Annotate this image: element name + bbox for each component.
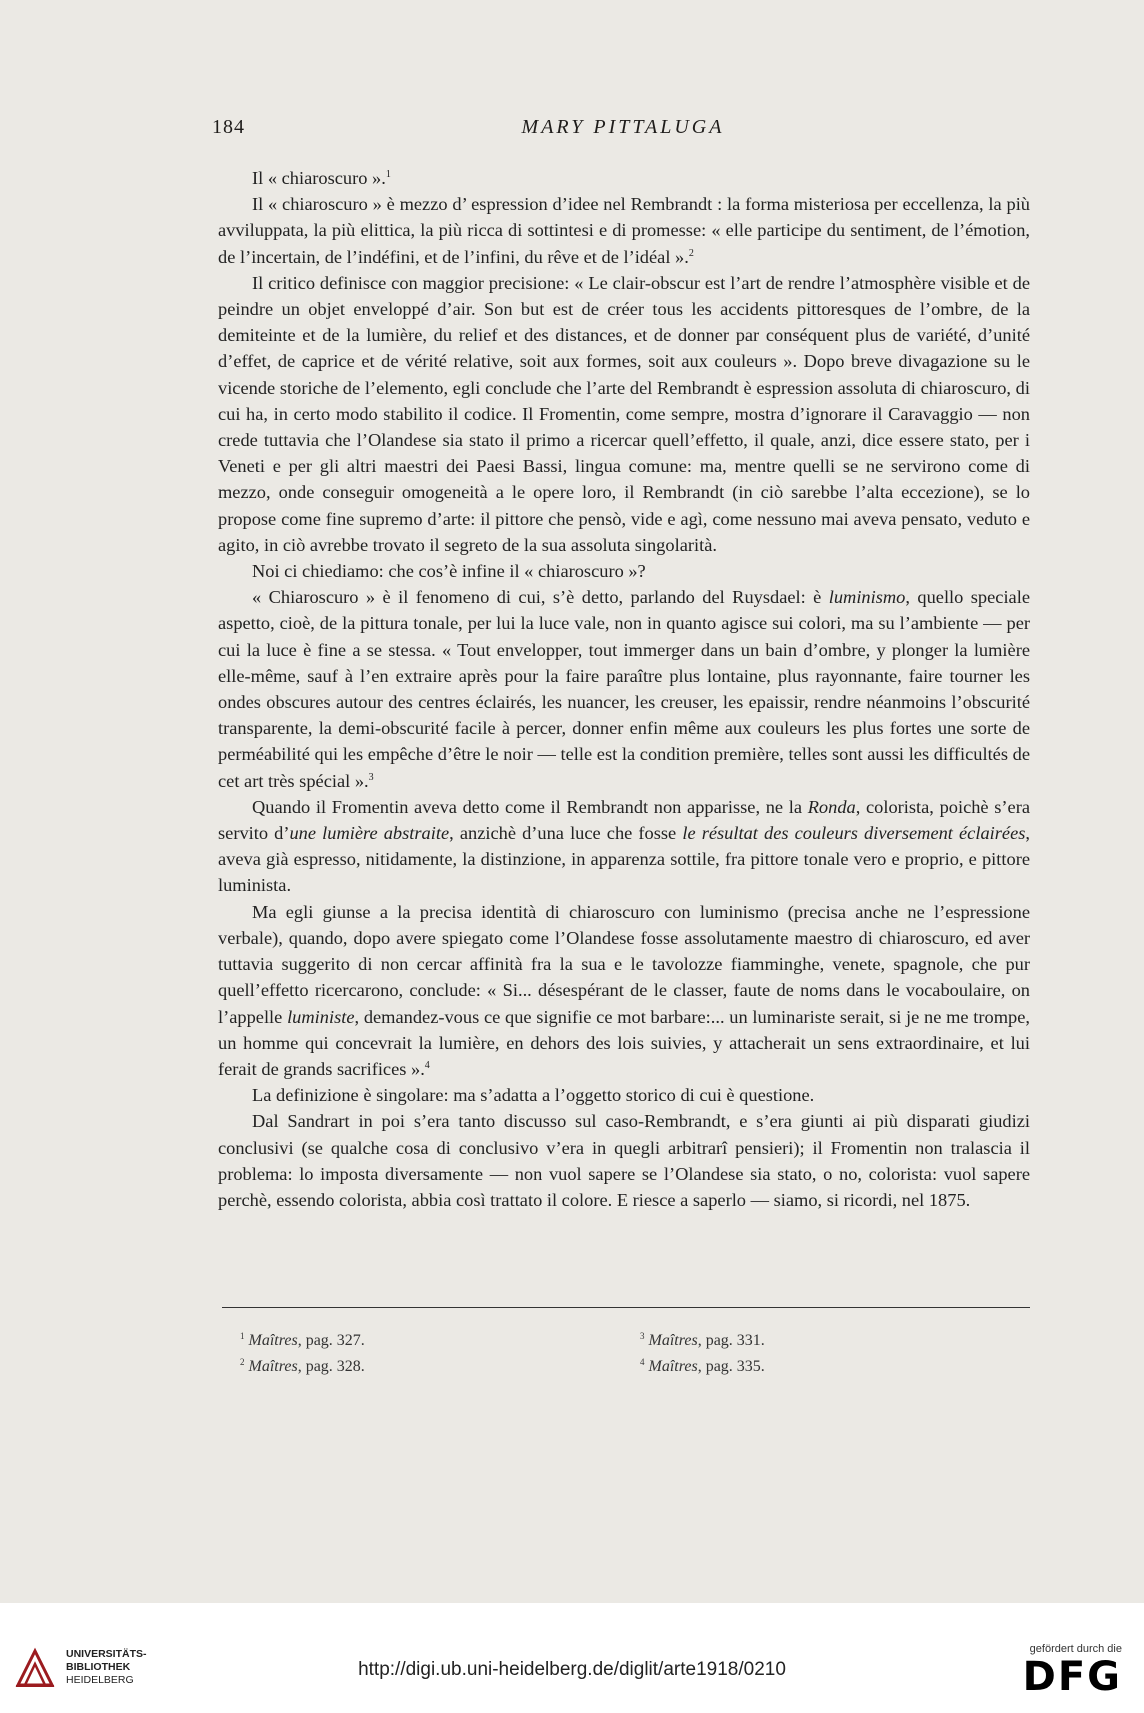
sponsor-block (972, 1643, 1122, 1700)
paragraph: Il « chiaroscuro ».$^1$ (252, 168, 391, 188)
footnote-rule (222, 1307, 1030, 1308)
paragraph: Il « chiaroscuro » è mezzo d’ espression d’idee nel Rembrandt : la forma misteriosa per eccellenza, la più avviluppata, la più elittica, la più ricca di sottintesi e di promesse: « elle participe du sentiment, de l’émotion, de l’incertain, de l’indéfini, et de l’infini, du rêve et de l’idéal ».$^2$ (218, 194, 1030, 267)
paragraph: Noi ci chiediamo: che cos’è infine il « chiaroscuro »? (252, 561, 646, 582)
footnote: $^2$ Maîtres, pag. 328. (240, 1357, 365, 1375)
page-number: 184 (212, 116, 245, 138)
permalink[interactable]: http://digi.ub.uni-heidelberg.de/diglit/arte1918/0210 (358, 1659, 786, 1680)
footnote: $^1$ Maîtres, pag. 327. (240, 1331, 365, 1349)
footnote: $^3$ Maîtres, pag. 331. (640, 1331, 765, 1349)
body-text (218, 165, 1030, 1213)
paragraph: Ma egli giunse a la precisa identità di chiaroscuro con luminismo (precisa anche ne l’espressione verbale), quando, dopo avere spiegato come l’Olandese fosse assolutamente maestro di chiaroscuro, ed aver tuttavia suggerito di non cercar affinità fra la sua e le tavolozze fiamminghe, venete, spagnole, che pur quell’effetto ricercarono, conclude: « Si... désespérant de le classer, faute de noms dans le vocaboulaire, on l’appelle luministe, demandez-vous ce que signifie ce mot barbare:... un luminariste serait, si je ne me trompe, un homme qui concevrait la lumière, en dehors des lois suivies, y attacherait un sens extraordinaire, et lui ferait de grands sacrifices ».$^4$ (218, 901, 1030, 1079)
footnote: $^4$ Maîtres, pag. 335. (640, 1357, 765, 1375)
paragraph: Il critico definisce con maggior precisione: « Le clair-obscur est l’art de rendre l’atmosphère visible et de peindre un objet enveloppé d’air. Son but est de créer tous les accidents pittoresques de l’ombre, de la demiteinte et de la lumière, du relief et des distances, et de donner par conséquent plus de variété, d’unité d’effet, de caprice et de vérité relative, soit aux formes, soit aux couleurs ». Dopo breve divagazione su le vicende storiche de l’elemento, egli conclude che l’arte del Rembrandt è espression assoluta di chiaroscuro, di cui ha, in certo modo stabilito il codice. Il Fromentin, come sempre, mostra d’ignorare il Caravaggio — non crede tuttavia che l’Olandese sia stato il primo a ricercar quell’effetto, il quale, anzi, dice essere stato, per i Veneti e per gli altri maestri dei Paesi Bassi, lingua comune: ma, mentre quelli se ne servirono come di mezzo, onde conseguir omogeneità a le opere loro, il Rembrandt (in ciò sarebbe l’alta eccezione), se lo propose come fine supremo d’arte: il pittore che pensò, vide e agì, come nessuno mai aveva pensato, veduto e agito, in ciò avrebbe trovato il segreto de la sua assoluta singolarità. (218, 272, 1030, 555)
library-name: UNIVERSITÄTS- BIBLIOTHEK HEIDELBERG (66, 1648, 147, 1686)
viewer-footer (0, 1603, 1144, 1713)
dfg-logo: DFG (1022, 1654, 1122, 1700)
paragraph: Dal Sandrart in poi s’era tanto discusso sul caso-Rembrandt, e s’era giunti ai più disparati giudizi conclusivi (se qualche cosa di conclusivo v’era in quegli arbitrarî pensieri); il Fromentin non tralascia il problema: lo imposta diversamente — non vuol sapere se l’Olandese sia stato, o no, colorista: vuol sapere perchè, essendo colorista, abbia così trattato il colore. E riesce a saperlo — siamo, si ricordi, nel 1875. (218, 1111, 1030, 1210)
page-header (212, 116, 1034, 142)
paragraph: La definizione è singolare: ma s’adatta a l’oggetto storico di cui è questione. (252, 1085, 815, 1106)
sponsor-caption: gefördert durch die (1029, 1643, 1122, 1655)
paragraph: « Chiaroscuro » è il fenomeno di cui, s’è detto, parlando del Ruysdael: è luminismo, quello speciale aspetto, cioè, de la pittura tonale, per lui la luce vale, non in quanto agisce sui colori, ma su l’ambiente — per cui la luce è fine a se stessa. « Tout envelopper, tout immerger dans un bain d’ombre, y plonger la lumière elle-même, sauf à l’en extraire après pour la faire paraître plus lontaine, plus rayonnante, faire tourner les ondes obscures autour des centres éclairés, les nuancer, les creuser, les epaissir, rendre néanmoins l’obscurité transparente, la demi-obscurité facile à percer, donner enfin même aux couleurs les plus fortes une sorte de perméabilité qui les empêche d’être le noir — telle est la condition première, telles sont aussi les difficultés de cet art très spécial ».$^3$ (218, 587, 1030, 791)
paragraph: Quando il Fromentin aveva detto come il Rembrandt non apparisse, ne la Ronda, colorista, poichè s’era servito d’une lumière abstraite, anzichè d’una luce che fosse le résultat des couleurs diversement éclairées, aveva già espresso, nitidamente, la distinzione, in apparenza sottile, fra pittore tonale vero e proprio, e pittore luminista. (218, 796, 1030, 896)
running-title: MARY PITTALUGA (521, 116, 725, 138)
